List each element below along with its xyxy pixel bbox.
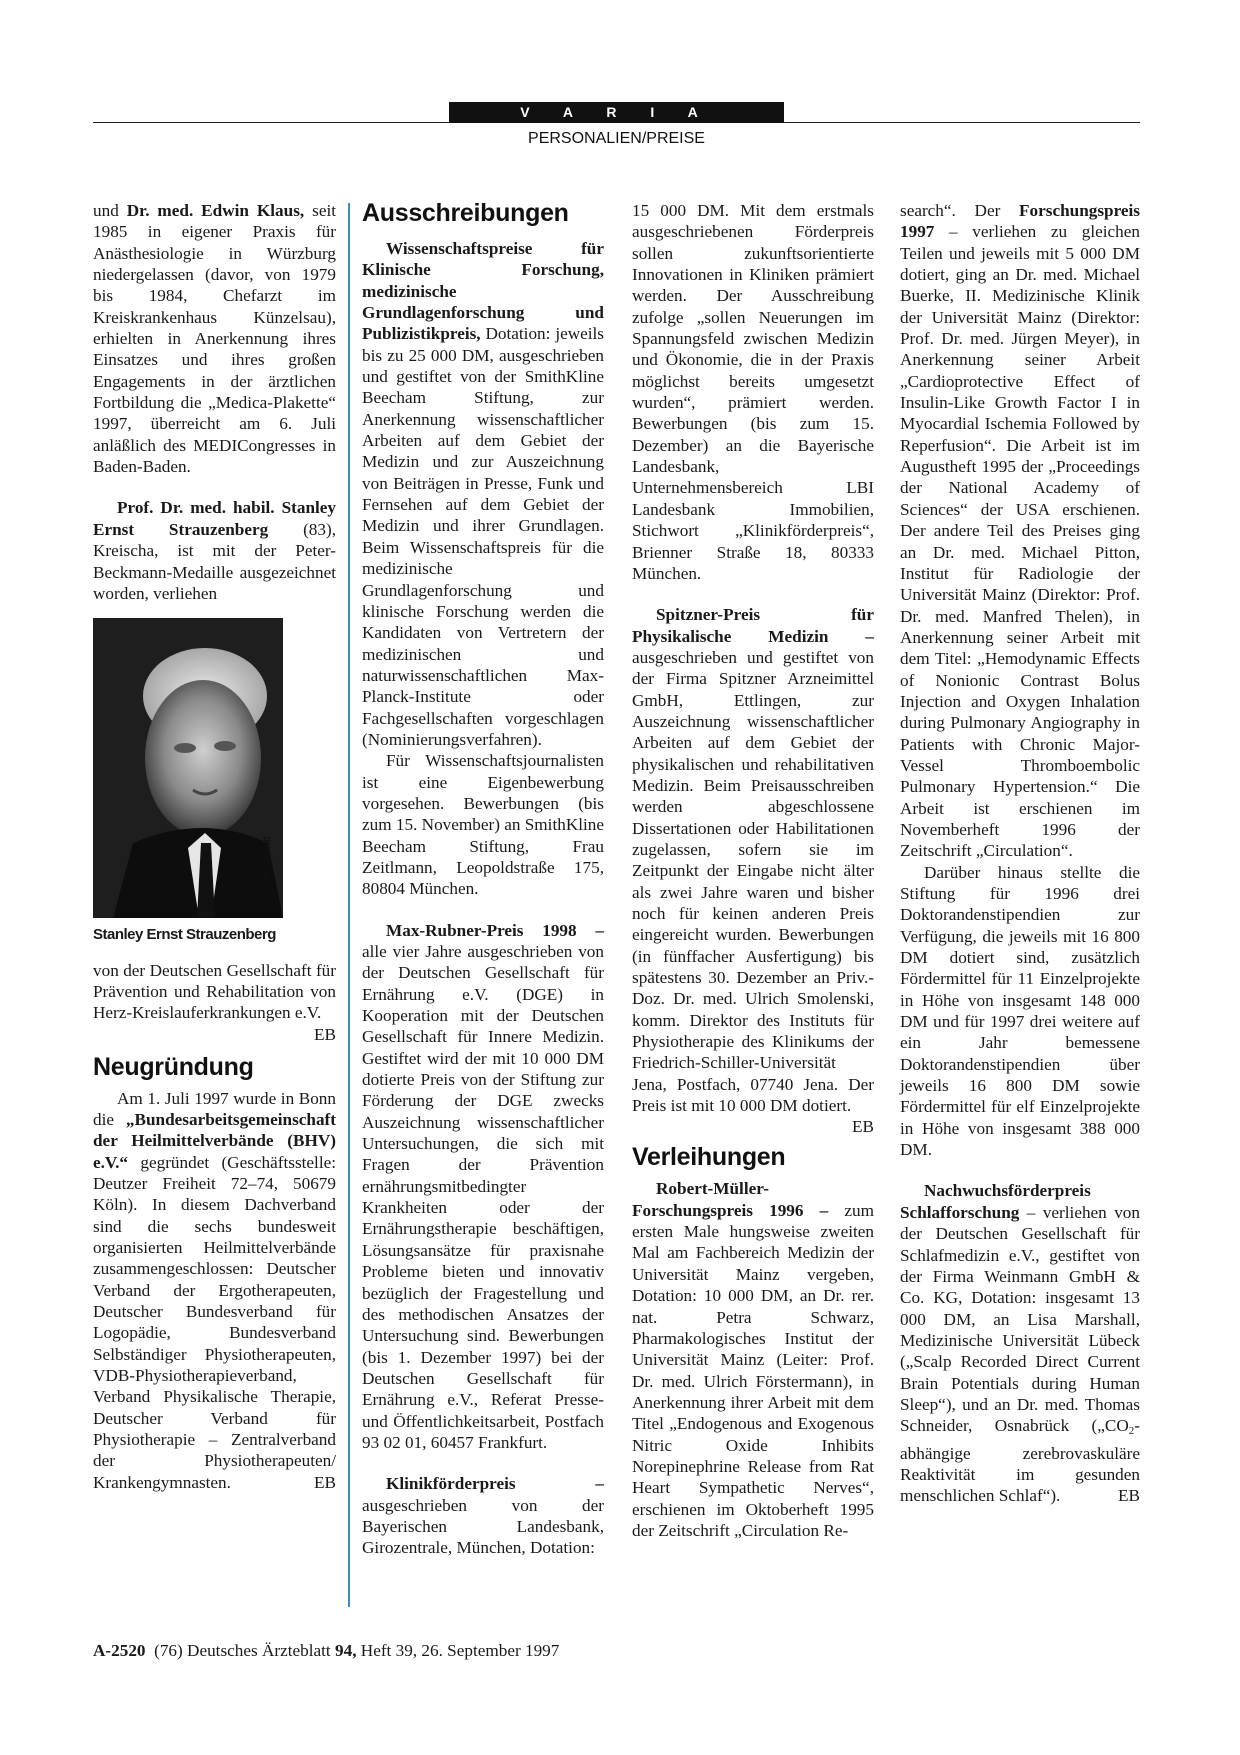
section-heading: Neugründung [93,1052,254,1081]
section-label: PERSONALIEN/PREISE [528,130,705,147]
text: – verliehen zu gleichen Teilen und jeweils mit 5 000 DM dotiert, ging an Dr. med. Michael Buerke, II. Medizinische Klinik der Universität Mainz (Direktor: Prof. Dr. med. Jürgen Meyer), in Anerkennung seiner Arbeit „Cardioprotective Effect of Insulin-Like Growth Factor I in Myocardial Ischemia Followed by Reperfusion“. Die Arbeit ist im Augustheft 1995 der „Proceedings der National Academy of Sciences“ der USA erschienen. Der andere Teil des Preises ging an Dr. med. Michael Pitton, Institut für Radiologie der Universität Mainz (Direktor: Prof. Dr. med. Manfred Thelen), in Anerkennung seiner Arbeit mit dem Titel: „Hemodynamic Effects of Nonionic Contrast Bolus Injection and Oxygen Inhalation during Pulmonary Angiography in Patients with Chronic Major-Vessel Thromboembolic Pulmonary Hypertension.“ Die Arbeit ist erschienen im Novemberheft 1996 der Zeitschrift „Circulation“. [900,222,1140,861]
paragraph [362,238,604,750]
column-2 [362,200,604,1559]
text: gegründet (Geschäftsstelle: Deutzer Freiheit 72–74, 50679 Köln). In diesem Dachverband sind die sechs bundesweit organisierten Heilmittelverbände zusammengeschlossen: Deutscher Verband der Ergotherapeuten, Deutscher Bundesverband für Logopädie, Bundesverband Selbständiger Physiotherapeuten, VDB-Physiotherapieverband, Verband Physikalische Therapie, Deutscher Verband für Physiotherapie – Zentralverband der Physiotherapeuten/ Krankengymnasten. [93,1152,336,1492]
paragraph: Darüber hinaus stellte die Stiftung für 1996 drei Doktorandenstipendien zur Verfügung, die jeweils mit 16 800 DM dotiert sind, zusätzlich Fördermittel für 11 Einzelprojekte in Höhe von insgesamt 148 000 DM und für 1997 drei weitere auf ein Jahr bemessene Doktorandenstipendien über jeweils 16 800 DM sowie Fördermittel für elf Einzelprojekte in Höhe von insgesamt 388 000 DM. [900,862,1140,1160]
text: seit 1985 in eigener Praxis für Anästhesiologie in Würzburg niedergelassen (davor, von 1979 bis 1984, Chefarzt im Kreiskrankenhaus Künzelsau), erhielten in Anerkennung ihres Einsatzes und ihres großen Engagements in der ärztlichen Fortbildung die „Medica-Plakette“ 1997, überreicht am 6. Juli anläßlich des MEDICongresses in Baden-Baden. [93,201,336,477]
person-name: Prof. Dr. med. habil. Stanley Ernst Strauzenberg [93,498,336,539]
prize-name: Wissenschaftspreise für Klinische Forschung, medizinische Grundlagenforschung und Publizistikpreis, [362,239,604,344]
text: zum ersten Male hungsweise zweiten Mal am Fachbereich Medizin der Universität Mainz vergeben, Dotation: 10 000 DM, an Dr. rer. nat. Petra Schwarz, Pharmakologisches Institut der Universität Mainz (Leiter: Prof. Dr. med. Ulrich Förstermann), in Anerkennung ihrer Arbeit mit dem Titel „Endogenous and Exogenous Nitric Oxide Inhibits Norepinephrine Release from Rat Heart Sympathetic Nerves“, erschienen im Oktoberheft 1995 der Zeitschrift „Circulation Re- [632,1200,874,1540]
paragraph [900,200,1140,862]
text: ausgeschrieben von der Bayerischen Landesbank, Girozentrale, München, Dotation: [362,1495,604,1558]
page-footer [93,1641,559,1661]
paragraph [93,497,336,604]
page-number: A-2520 [93,1641,146,1660]
prize-name: Robert-Müller-Forschungspreis 1996 – [632,1179,829,1220]
text: (83), Kreischa, ist mit der Peter-Beckmann-Medaille ausgezeichnet worden, verliehen [93,519,337,603]
prize-name: Klinikförderpreis – [386,1474,604,1494]
column-divider [348,203,350,1607]
footer-issue: Heft 39, 26. September 1997 [356,1641,560,1660]
author-initials: EB [852,1117,874,1137]
footer-volume: 94, [335,1641,357,1660]
paragraph [93,200,336,477]
column-1 [93,200,336,1493]
text: alle vier Jahre ausgeschrieben von der Deutschen Gesellschaft für Ernährung e.V. (DGE) in Kooperation mit der Deutschen Gesellschaft für Innere Medizin. Gestiftet wird der mit 10 000 DM dotierte Preis von der Stiftung zur Förderung der DGE zwecks Auszeichnung wissenschaftlicher Untersuchungen, die sich mit Fragen der Prävention ernährungsmitbedingter Krankheiten oder der Ernährungstherapie beschäftigen, Lösungsansätze für praxisnahe Probleme bieten und innovativ bezüglich der Fragestellung und des methodischen Ansatzes der Untersuchung sind. Bewerbungen (bis 1. Dezember 1997) bei der Deutschen Gesellschaft für Ernährung e.V., Referat Presse- und Öffentlichkeitsarbeit, Postfach 93 02 01, 60457 Frankfurt. [362,942,604,1452]
text: search“. Der [900,201,1020,220]
author-initials: EB [1118,1486,1140,1506]
column-3 [632,200,874,1541]
prize-name: Max-Rubner-Preis 1998 – [386,920,604,940]
text: von der Deutschen Gesellschaft für Prävention und Rehabilitation von Herz-Kreislauferkrankungen e.V. [93,960,336,1023]
portrait-photo [93,618,283,918]
prize-name: Spitzner-Preis für Physikalische Medizin – [632,605,874,646]
paragraph [362,920,604,1454]
text: -abhängige zerebrovaskuläre Reaktivität im gesunden menschlichen Schlaf“). [900,1416,1140,1506]
paragraph: 15 000 DM. Mit dem erstmals ausgeschriebenen Förderpreis sollen zukunftsorientierte Innovationen in Kliniken prämiert werden. Der Ausschreibung zufolge „sollen Neuerungen im Spannungsfeld zwischen Medizin und Ökonomie, die in der Praxis möglichst bereits umgesetzt wurden“, prämiert werden. Bewerbungen (bis zum 15. Dezember) an die Bayerische Landesbank, Unternehmensbereich LBI Landesbank Immobilien, Stichwort „Klinikförderpreis“, Brienner Straße 18, 80333 München. [632,201,874,583]
text: – verliehen von der Deutschen Gesellschaft für Schlafmedizin e.V., gestiftet von der Firma Weinmann GmbH & Co. KG, Dotation: insgesamt 13 000 DM, an Lisa Marshall, Medizinische Universität Lübeck („Scalp Recorded Direct Current Brain Potentials during Human Sleep“), und an Dr. med. Thomas Schneider, Osnabrück („CO [900,1202,1140,1436]
photo-caption: Stanley Ernst Strauzenberg [93,926,276,944]
paragraph [632,604,874,1137]
text: Dotation: jeweils bis zu 25 000 DM, ausgeschrieben und gestiftet von der SmithKline Beecham Stiftung, zur Anerkennung wissenschaftlicher Arbeiten auf dem Gebiet der Medizin und zur Auszeichnung von Beiträgen in Presse, Funk und Fernsehen auf dem Gebiet der Medizin und ihrer Grundlagen. Beim Wissenschaftspreis für die medizinische Grundlagenforschung und klinische Forschung werden die Kandidaten von Vertretern der medizinischen und naturwissenschaftlichen Max-Planck-Institute oder Fachgesellschaften vorgeschlagen (Nominierungsverfahren). [362,324,604,749]
section-heading: Verleihungen [632,1143,786,1172]
author-initials: EB [314,1024,336,1044]
paragraph [93,1088,336,1494]
portrait-image [93,618,283,918]
organization-name: „Bundesarbeitsgemeinschaft der Heilmittelverbände (BHV) e.V.“ [93,1109,336,1172]
subscript: 2 [1128,1425,1135,1438]
text: ausgeschrieben und gestiftet von der Firma Spitzner Arzneimittel GmbH, Ettlingen, zur Auszeichnung wissenschaftlicher Arbeiten auf dem Gebiet der physikalischen und rehabilitativen Medizin. Beim Preisausschreiben werden abgeschlossene Dissertationen oder Habilitationen zugelassen, sofern sie im Zeitpunkt der Eingabe nicht älter als zwei Jahre waren und bisher noch für keinen anderen Preis eingereicht wurden. Bewerbungen (in fünffacher Ausfertigung) bis spätestens 30. Dezember an Priv.-Doz. Dr. med. Ulrich Smolenski, komm. Direktor des Instituts für Physiotherapie des Klinikums der Friedrich-Schiller-Universität Jena, Postfach, 07740 Jena. Der Preis ist mit 10 000 DM dotiert. [632,647,874,1116]
prize-name: Forschungspreis 1997 [900,201,1140,242]
paragraph [362,1473,604,1558]
paragraph [632,1178,874,1541]
paragraph [93,960,336,1044]
author-initials: EB [314,1472,336,1492]
column-4 [900,200,1140,1507]
section-banner: V A R I A [449,102,784,123]
footer-journal: (76) Deutsches Ärzteblatt [154,1641,335,1660]
photo-credit: Foto: privat [260,836,273,892]
text: Am 1. Juli 1997 wurde in Bonn die [93,1088,336,1129]
section-heading: Ausschreibungen [362,199,569,227]
paragraph: Für Wissenschaftsjournalisten ist eine Eigenbewerbung vorgesehen. Bewerbungen (bis zum 15. November) an SmithKline Beecham Stiftung, Frau Zeitlmann, Leopoldstraße 175, 80804 München. [362,751,605,899]
prize-name: Nachwuchsförderpreis Schlafforschung [900,1181,1091,1222]
person-name: Dr. med. Edwin Klaus, [126,201,305,220]
paragraph [900,1180,1140,1506]
text: und [93,201,127,220]
portrait-figure [93,618,285,945]
